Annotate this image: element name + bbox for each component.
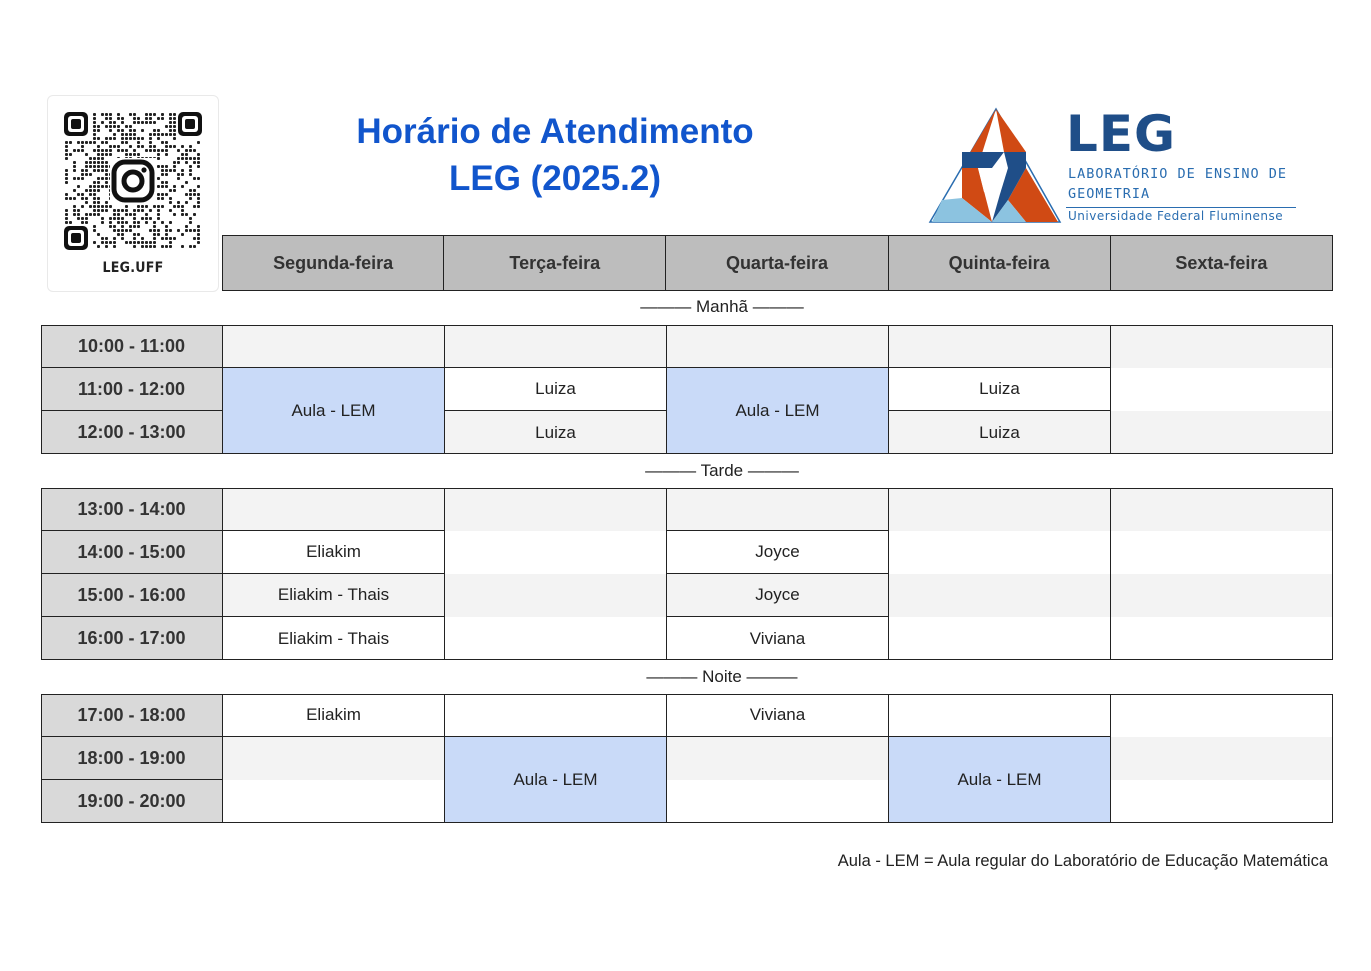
time-slot: 13:00 - 14:00: [41, 488, 223, 531]
slot-wed-10: [667, 325, 889, 368]
time-slot: 15:00 - 16:00: [41, 574, 223, 617]
section-label-morning: ——— Manhã ———: [640, 297, 804, 316]
slot-wed-17: Viviana: [667, 694, 889, 737]
header-monday: Segunda-feira: [222, 235, 444, 291]
footnote: Aula - LEM = Aula regular do Laboratório de Educação Matemática: [837, 852, 1328, 870]
time-slot: 17:00 - 18:00: [41, 694, 223, 737]
afternoon-grid: [41, 488, 1333, 660]
slot-tue-17: [445, 694, 667, 737]
logo-wordmark: LEG: [1066, 105, 1177, 163]
section-label-afternoon: ——— Tarde ———: [645, 461, 799, 480]
slot-thu-11: Luiza: [889, 368, 1111, 411]
time-slot: 19:00 - 20:00: [41, 780, 223, 823]
slot-wed-15: Joyce: [667, 574, 889, 617]
weekday-header-row: [222, 235, 1333, 291]
slot-mon-14: Eliakim: [223, 531, 445, 574]
slot-thu-lem: Aula - LEM: [889, 737, 1111, 823]
morning-grid: [41, 325, 1333, 454]
slot-wed-lem: Aula - LEM: [667, 368, 889, 454]
header-wednesday: Quarta-feira: [666, 235, 888, 291]
night-grid: [41, 694, 1333, 823]
slot-mon-lem: Aula - LEM: [223, 368, 445, 454]
instagram-qr-card[interactable]: [47, 95, 219, 292]
slot-wed-18-20: [667, 737, 889, 823]
time-slot: 12:00 - 13:00: [41, 411, 223, 454]
logo-subtitle-line-1: LABORATÓRIO DE ENSINO DE: [1068, 166, 1288, 182]
title-line-2: LEG (2025.2): [448, 159, 662, 198]
title-line-1: Horário de Atendimento: [356, 112, 754, 151]
header-tuesday: Terça-feira: [444, 235, 666, 291]
slot-fri-night: [1111, 694, 1333, 823]
time-slot: 10:00 - 11:00: [41, 325, 223, 368]
slot-mon-18-20: [223, 737, 445, 823]
time-slot: 11:00 - 12:00: [41, 368, 223, 411]
slot-thu-17: [889, 694, 1111, 737]
logo-university: Universidade Federal Fluminense: [1068, 209, 1284, 223]
header-thursday: Quinta-feira: [889, 235, 1111, 291]
header-friday: Sexta-feira: [1111, 235, 1333, 291]
time-slot: 18:00 - 19:00: [41, 737, 223, 780]
time-slot: 16:00 - 17:00: [41, 617, 223, 660]
slot-mon-17: Eliakim: [223, 694, 445, 737]
qr-code-icon: [64, 112, 202, 250]
slot-tue-11: Luiza: [445, 368, 667, 411]
slot-tue-afternoon: [445, 488, 667, 660]
slot-thu-10: [889, 325, 1111, 368]
qr-caption: LEG.UFF: [102, 260, 164, 276]
slot-tue-lem: Aula - LEM: [445, 737, 667, 823]
logo-subtitle-line-2: GEOMETRIA: [1068, 186, 1151, 202]
slot-mon-10: [223, 325, 445, 368]
slot-mon-13: [223, 488, 445, 531]
logo-divider: [1066, 207, 1296, 208]
slot-thu-12: Luiza: [889, 411, 1111, 454]
logo-subtitle: [1068, 164, 1287, 204]
slot-wed-14: Joyce: [667, 531, 889, 574]
slot-tue-10: [445, 325, 667, 368]
time-slot: 14:00 - 15:00: [41, 531, 223, 574]
section-label-night: ——— Noite ———: [646, 667, 798, 686]
slot-wed-16: Viviana: [667, 617, 889, 660]
slot-mon-16: Eliakim - Thais: [223, 617, 445, 660]
slot-tue-12: Luiza: [445, 411, 667, 454]
slot-wed-13: [667, 488, 889, 531]
slot-fri-10: [1111, 325, 1333, 368]
page-title: [300, 108, 810, 202]
slot-mon-15: Eliakim - Thais: [223, 574, 445, 617]
slot-fri-afternoon: [1111, 488, 1333, 660]
slot-thu-afternoon: [889, 488, 1111, 660]
